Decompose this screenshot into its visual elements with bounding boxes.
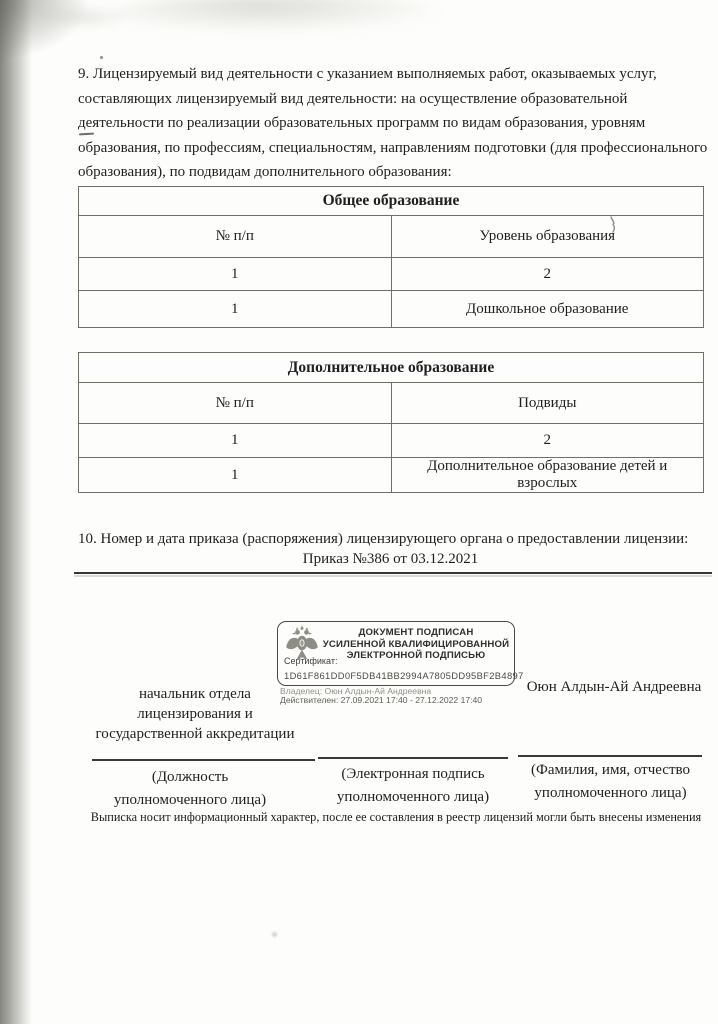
name-caption: (Фамилия, имя, отчество уполномоченного лица) bbox=[531, 762, 690, 801]
signature-line-position bbox=[92, 759, 315, 761]
column-header-num: № п/п bbox=[79, 383, 392, 424]
table-title-row bbox=[79, 353, 704, 383]
pen-mark-artifact bbox=[608, 216, 620, 234]
table-title: Общее образование bbox=[79, 187, 704, 216]
horizontal-rule bbox=[74, 572, 712, 574]
certificate-number: 1D61F861DD0F5DB41BB2994A7805DD95BF2B4897 bbox=[284, 670, 524, 681]
scan-speck bbox=[272, 932, 277, 937]
certificate-owner: Владелец: Оюн Алдын-Ай Андреевна bbox=[280, 686, 432, 696]
additional-education-table bbox=[78, 352, 704, 493]
order-number-text: Приказ №386 от 03.12.2021 bbox=[302, 551, 479, 567]
stamp-header-line2: УСИЛЕННОЙ КВАЛИФИЦИРОВАННОЙ bbox=[322, 638, 510, 650]
column-header-subtypes: Подвиды bbox=[391, 383, 704, 424]
cell-num: 1 bbox=[79, 424, 392, 458]
signature-line-esign bbox=[318, 757, 508, 759]
general-education-table bbox=[78, 186, 704, 328]
scan-edge-shadow bbox=[0, 0, 32, 1024]
table-row bbox=[79, 424, 704, 458]
cell-num: 1 bbox=[79, 458, 392, 493]
signer-name-text: Оюн Алдын-Ай Андреевна bbox=[526, 679, 702, 695]
scan-smudge bbox=[110, 0, 450, 34]
section10-paragraph: 10. Номер и дата приказа (распоряжения) лицензирующего органа о предоставлении лицензии: bbox=[78, 531, 689, 547]
section9-paragraph: 9. Лицензируемый вид деятельности с указанием выполняемых работ, оказываемых услуг, составляющих лицензируемый вид деятельности: на осуществление образовательной деятельности по реализации образовательных программ по видам образования, уровням образования, по профессиям, специальностям, направлениям подготовки (для профессионального образования), по подвидам дополнительного образования: bbox=[78, 66, 708, 181]
cell-value: 2 bbox=[391, 258, 704, 291]
certificate-validity: Действителен: 27.09.2021 17:40 - 27.12.2022 17:40 bbox=[280, 695, 483, 705]
table-row bbox=[79, 258, 704, 291]
table-row bbox=[79, 458, 704, 493]
position-caption: (Должность уполномоченного лица) bbox=[113, 769, 267, 808]
cell-value: Дополнительное образование детей и взрослых bbox=[391, 458, 704, 493]
table-row bbox=[79, 291, 704, 328]
cell-value: Дошкольное образование bbox=[391, 291, 704, 328]
column-header-level: Уровень образования bbox=[391, 216, 704, 258]
signature-line-name bbox=[518, 755, 702, 757]
table-header-row bbox=[79, 383, 704, 424]
cell-num: 1 bbox=[79, 291, 392, 328]
scan-smudge bbox=[40, 4, 130, 30]
certificate-label: Сертификат: bbox=[284, 656, 338, 666]
footnote-text: Выписка носит информационный характер, после ее составления в реестр лицензий могли быть внесены изменения bbox=[90, 810, 702, 824]
column-header-num: № п/п bbox=[79, 216, 392, 258]
table-title-row bbox=[79, 187, 704, 216]
stamp-header-line1: ДОКУМЕНТ ПОДПИСАН bbox=[358, 627, 474, 638]
scan-speck bbox=[100, 56, 103, 59]
signer-position-text: начальник отдела лицензирования и государственной аккредитации bbox=[95, 686, 295, 742]
cell-num: 1 bbox=[79, 258, 392, 291]
stamp-header bbox=[322, 627, 510, 662]
esign-caption: (Электронная подпись уполномоченного лица) bbox=[336, 766, 490, 805]
table-title: Дополнительное образование bbox=[79, 353, 704, 383]
cell-value: 2 bbox=[391, 424, 704, 458]
stamp-header-line3: ЭЛЕКТРОННОЙ ПОДПИСЬЮ bbox=[346, 650, 486, 662]
